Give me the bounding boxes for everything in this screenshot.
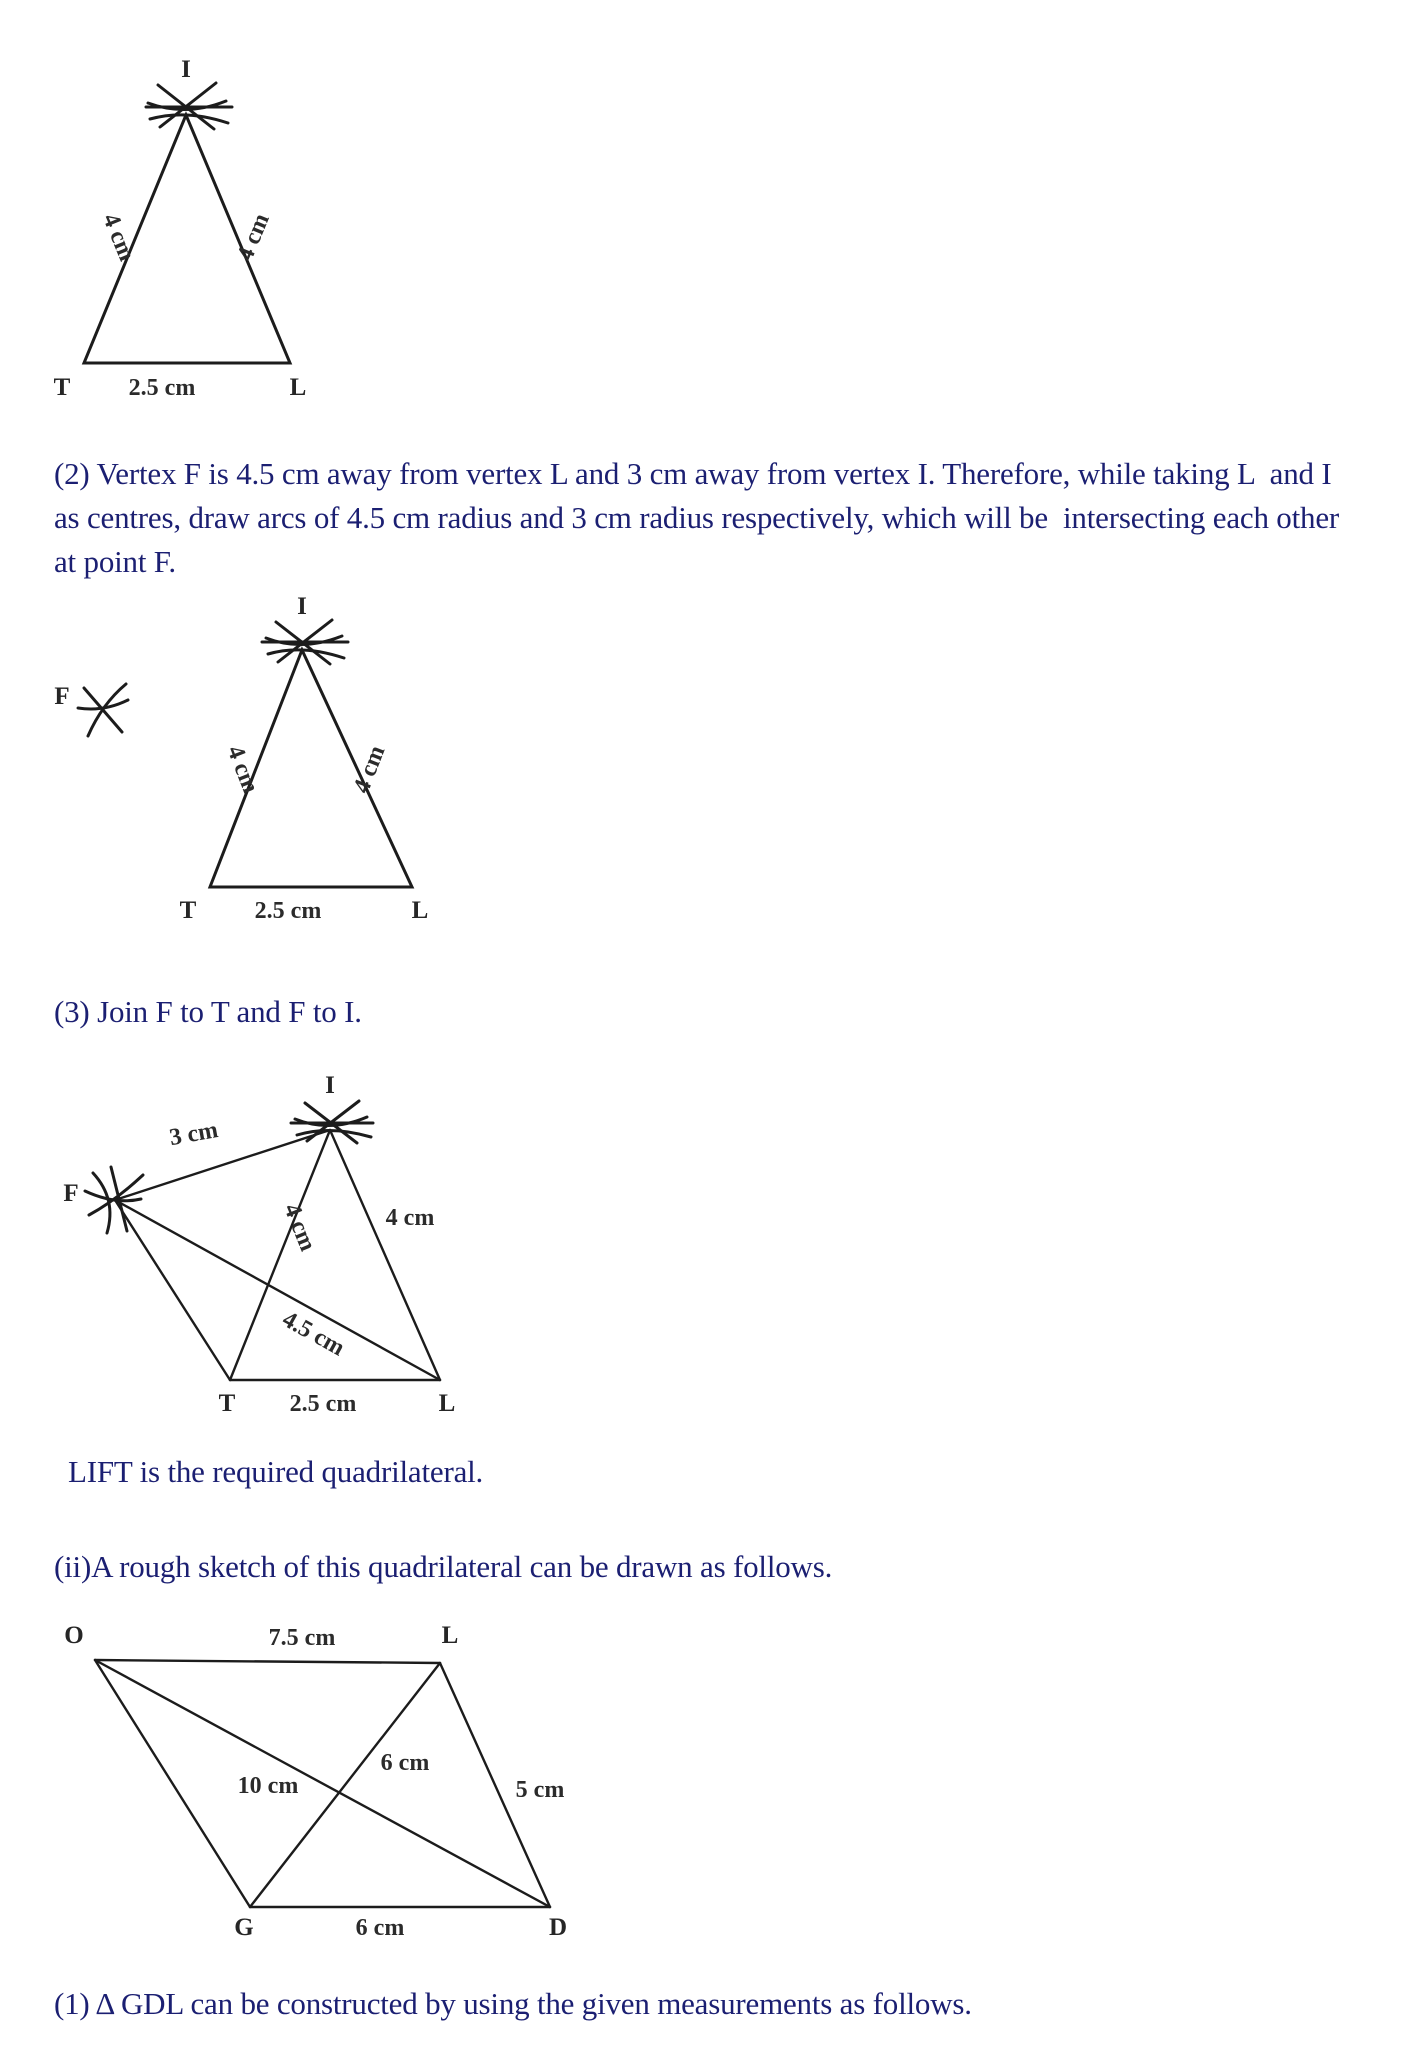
figure-triangle-til-with-arc-F [40, 593, 460, 940]
quadrilateral-lift-svg [55, 1072, 495, 1417]
arc-point-label-F: F [54, 683, 70, 710]
vertex-label-I: I [297, 593, 307, 620]
dim-label-I-T: 4 cm [278, 1199, 321, 1255]
segment-F-I [115, 1130, 330, 1200]
dim-label-right-side: 4 cm [348, 742, 391, 797]
paragraph-conclusion: LIFT is the required quadrilateral. [68, 1454, 484, 1489]
dim-label-F-I: 3 cm [167, 1117, 221, 1152]
dim-label-T-L: 2.5 cm [289, 1391, 357, 1417]
dim-label-G-L: 6 cm [380, 1750, 430, 1776]
vertex-label-T: T [53, 374, 71, 401]
paragraph-step-3: (3) Join F to T and F to I. [54, 994, 362, 1029]
segment-O-L [95, 1660, 440, 1663]
dim-label-F-L: 4.5 cm [277, 1306, 349, 1362]
vertex-label-I: I [181, 56, 191, 83]
arc-intersection-marks-F [78, 684, 128, 736]
figure-triangle-til-step1 [40, 55, 340, 405]
vertex-label-L: L [441, 1622, 459, 1649]
paragraph-step-1-next: (1) Δ GDL can be constructed by using the given measurements as follows. [54, 1986, 972, 2021]
dim-label-G-D: 6 cm [355, 1915, 405, 1941]
figure-quadrilateral-lift [55, 1072, 495, 1417]
vertex-label-T: T [179, 897, 197, 924]
paragraph-step-2: (2) Vertex F is 4.5 cm away from vertex L and 3 cm away from vertex I. Therefore, while taking L and I as centres, draw arcs of 4.5 cm radius and 3 cm radius respectively, which will be intersecting each other at point F. [54, 456, 1347, 579]
vertex-label-F: F [63, 1180, 79, 1207]
dim-label-L-D: 5 cm [515, 1777, 565, 1803]
vertex-label-G: G [234, 1914, 254, 1941]
vertex-label-L: L [438, 1390, 456, 1417]
dim-label-right-side: 4 cm [232, 209, 275, 265]
segment-F-T [115, 1200, 230, 1380]
vertex-label-L: L [411, 897, 429, 924]
vertex-label-L: L [289, 374, 307, 401]
diagonal-O-D [95, 1660, 550, 1907]
dim-label-left-side: 4 cm [97, 209, 140, 265]
triangle-til-arcF-svg [40, 593, 460, 940]
dim-label-left-side: 4 cm [221, 742, 264, 797]
figure-rough-sketch-oldg [50, 1622, 630, 1941]
dim-label-base: 2.5 cm [128, 375, 196, 401]
vertex-label-I: I [325, 1072, 335, 1099]
vertex-label-T: T [218, 1390, 236, 1417]
dim-label-base: 2.5 cm [254, 898, 322, 924]
segment-O-G [95, 1660, 250, 1907]
dim-label-I-L: 4 cm [385, 1205, 435, 1231]
rough-sketch-oldg-svg [50, 1622, 630, 1941]
vertex-label-D: D [548, 1914, 568, 1941]
paragraph-part-ii: (ii)A rough sketch of this quadrilateral can be drawn as follows. [54, 1549, 833, 1584]
dim-label-O-D: 10 cm [237, 1773, 299, 1799]
triangle-til-step1-svg [40, 55, 340, 405]
arc-intersection-marks-F [85, 1167, 143, 1233]
vertex-label-O: O [64, 1622, 84, 1649]
dim-label-O-L: 7.5 cm [268, 1625, 336, 1651]
